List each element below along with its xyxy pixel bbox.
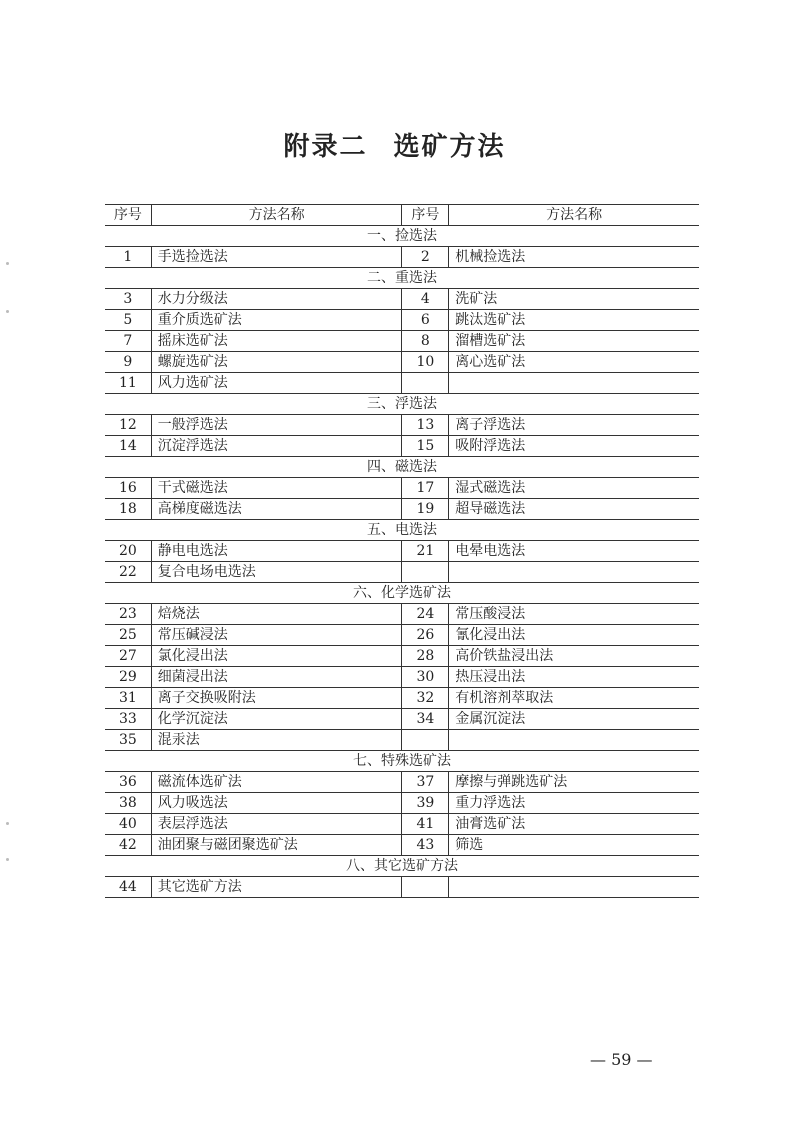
seq-cell: 7 (105, 331, 151, 352)
seq-cell (402, 562, 449, 583)
seq-cell: 42 (105, 835, 151, 856)
scan-speck (6, 822, 9, 825)
method-name-cell: 油膏选矿法 (449, 814, 699, 835)
table-row (105, 289, 699, 310)
seq-cell: 32 (402, 688, 449, 709)
method-name-cell: 跳汰选矿法 (449, 310, 699, 331)
page-title (0, 126, 789, 163)
method-name-cell: 湿式磁选法 (449, 478, 699, 499)
table-row (105, 877, 699, 898)
method-name-cell: 洗矿法 (449, 289, 699, 310)
seq-cell (402, 730, 449, 751)
table-row (105, 625, 699, 646)
method-name-cell: 细菌浸出法 (151, 667, 402, 688)
seq-cell: 4 (402, 289, 449, 310)
header-seq-1: 序号 (105, 205, 151, 226)
header-name-1: 方法名称 (151, 205, 402, 226)
section-heading: 六、化学选矿法 (105, 583, 699, 604)
seq-cell: 26 (402, 625, 449, 646)
method-name-cell: 常压碱浸法 (151, 625, 402, 646)
method-name-cell: 水力分级法 (151, 289, 402, 310)
table-row (105, 646, 699, 667)
table-row (105, 562, 699, 583)
method-name-cell: 电晕电选法 (449, 541, 699, 562)
table-row (105, 793, 699, 814)
seq-cell: 25 (105, 625, 151, 646)
seq-cell: 40 (105, 814, 151, 835)
table-row (105, 814, 699, 835)
section-heading: 二、重选法 (105, 268, 699, 289)
method-name-cell (449, 730, 699, 751)
method-name-cell: 高价铁盐浸出法 (449, 646, 699, 667)
section-heading: 八、其它选矿方法 (105, 856, 699, 877)
scan-speck (6, 858, 9, 861)
methods-table (105, 204, 699, 898)
method-name-cell: 焙烧法 (151, 604, 402, 625)
method-name-cell: 摩擦与弹跳选矿法 (449, 772, 699, 793)
method-name-cell: 有机溶剂萃取法 (449, 688, 699, 709)
seq-cell: 21 (402, 541, 449, 562)
seq-cell: 3 (105, 289, 151, 310)
method-name-cell: 其它选矿方法 (151, 877, 402, 898)
section-heading-row (105, 583, 699, 604)
seq-cell: 36 (105, 772, 151, 793)
header-name-2: 方法名称 (449, 205, 699, 226)
seq-cell: 41 (402, 814, 449, 835)
seq-cell: 16 (105, 478, 151, 499)
method-name-cell: 油团聚与磁团聚选矿法 (151, 835, 402, 856)
title-appendix: 附录二 (283, 132, 368, 162)
section-heading-row (105, 856, 699, 877)
method-name-cell: 风力吸选法 (151, 793, 402, 814)
seq-cell: 23 (105, 604, 151, 625)
seq-cell: 1 (105, 247, 151, 268)
seq-cell: 31 (105, 688, 151, 709)
seq-cell: 15 (402, 436, 449, 457)
seq-cell: 18 (105, 499, 151, 520)
seq-cell: 10 (402, 352, 449, 373)
table-row (105, 415, 699, 436)
method-name-cell: 干式磁选法 (151, 478, 402, 499)
section-heading-row (105, 394, 699, 415)
seq-cell: 14 (105, 436, 151, 457)
seq-cell: 11 (105, 373, 151, 394)
section-heading-row (105, 520, 699, 541)
table-row (105, 730, 699, 751)
method-name-cell: 风力选矿法 (151, 373, 402, 394)
table-header-row (105, 205, 699, 226)
seq-cell: 6 (402, 310, 449, 331)
section-heading: 七、特殊选矿法 (105, 751, 699, 772)
method-name-cell: 离子交换吸附法 (151, 688, 402, 709)
table-row (105, 499, 699, 520)
method-name-cell: 复合电场电选法 (151, 562, 402, 583)
seq-cell (402, 373, 449, 394)
seq-cell: 44 (105, 877, 151, 898)
method-name-cell: 一般浮选法 (151, 415, 402, 436)
table-row (105, 352, 699, 373)
table-row (105, 835, 699, 856)
table-row (105, 709, 699, 730)
method-name-cell: 高梯度磁选法 (151, 499, 402, 520)
table-row (105, 478, 699, 499)
seq-cell: 2 (402, 247, 449, 268)
seq-cell: 39 (402, 793, 449, 814)
method-name-cell: 手选捡选法 (151, 247, 402, 268)
seq-cell: 35 (105, 730, 151, 751)
method-name-cell: 氰化浸出法 (449, 625, 699, 646)
method-name-cell: 重介质选矿法 (151, 310, 402, 331)
seq-cell: 27 (105, 646, 151, 667)
title-subject: 选矿方法 (393, 132, 506, 162)
section-heading-row (105, 457, 699, 478)
method-name-cell: 机械捡选法 (449, 247, 699, 268)
method-name-cell: 静电电选法 (151, 541, 402, 562)
method-name-cell: 超导磁选法 (449, 499, 699, 520)
method-name-cell: 混汞法 (151, 730, 402, 751)
seq-cell: 28 (402, 646, 449, 667)
seq-cell: 24 (402, 604, 449, 625)
seq-cell: 12 (105, 415, 151, 436)
table-row (105, 331, 699, 352)
seq-cell: 38 (105, 793, 151, 814)
table-row (105, 688, 699, 709)
table-row (105, 310, 699, 331)
seq-cell: 43 (402, 835, 449, 856)
seq-cell: 29 (105, 667, 151, 688)
section-heading: 五、电选法 (105, 520, 699, 541)
seq-cell: 19 (402, 499, 449, 520)
method-name-cell (449, 373, 699, 394)
seq-cell: 22 (105, 562, 151, 583)
seq-cell: 5 (105, 310, 151, 331)
method-name-cell: 沉淀浮选法 (151, 436, 402, 457)
table-row (105, 247, 699, 268)
page-number: — 59 — (590, 1050, 653, 1069)
table-row (105, 667, 699, 688)
section-heading: 三、浮选法 (105, 394, 699, 415)
section-heading: 四、磁选法 (105, 457, 699, 478)
table-row (105, 541, 699, 562)
seq-cell: 17 (402, 478, 449, 499)
method-name-cell: 螺旋选矿法 (151, 352, 402, 373)
seq-cell: 30 (402, 667, 449, 688)
scan-speck (6, 310, 9, 313)
seq-cell: 13 (402, 415, 449, 436)
method-name-cell: 氯化浸出法 (151, 646, 402, 667)
section-heading-row (105, 268, 699, 289)
method-name-cell: 化学沉淀法 (151, 709, 402, 730)
seq-cell: 34 (402, 709, 449, 730)
method-name-cell: 吸附浮选法 (449, 436, 699, 457)
method-name-cell (449, 877, 699, 898)
scan-speck (6, 262, 9, 265)
method-name-cell (449, 562, 699, 583)
seq-cell: 37 (402, 772, 449, 793)
section-heading-row (105, 751, 699, 772)
table-row (105, 436, 699, 457)
table-row (105, 772, 699, 793)
seq-cell: 8 (402, 331, 449, 352)
method-name-cell: 常压酸浸法 (449, 604, 699, 625)
method-name-cell: 筛选 (449, 835, 699, 856)
method-name-cell: 重力浮选法 (449, 793, 699, 814)
table-row (105, 373, 699, 394)
method-name-cell: 离心选矿法 (449, 352, 699, 373)
method-name-cell: 离子浮选法 (449, 415, 699, 436)
method-name-cell: 摇床选矿法 (151, 331, 402, 352)
section-heading: 一、捡选法 (105, 226, 699, 247)
seq-cell: 33 (105, 709, 151, 730)
method-name-cell: 溜槽选矿法 (449, 331, 699, 352)
seq-cell: 9 (105, 352, 151, 373)
method-name-cell: 表层浮选法 (151, 814, 402, 835)
method-name-cell: 金属沉淀法 (449, 709, 699, 730)
method-name-cell: 热压浸出法 (449, 667, 699, 688)
method-name-cell: 磁流体选矿法 (151, 772, 402, 793)
seq-cell: 20 (105, 541, 151, 562)
table-body (105, 226, 699, 898)
section-heading-row (105, 226, 699, 247)
seq-cell (402, 877, 449, 898)
table-row (105, 604, 699, 625)
header-seq-2: 序号 (402, 205, 449, 226)
